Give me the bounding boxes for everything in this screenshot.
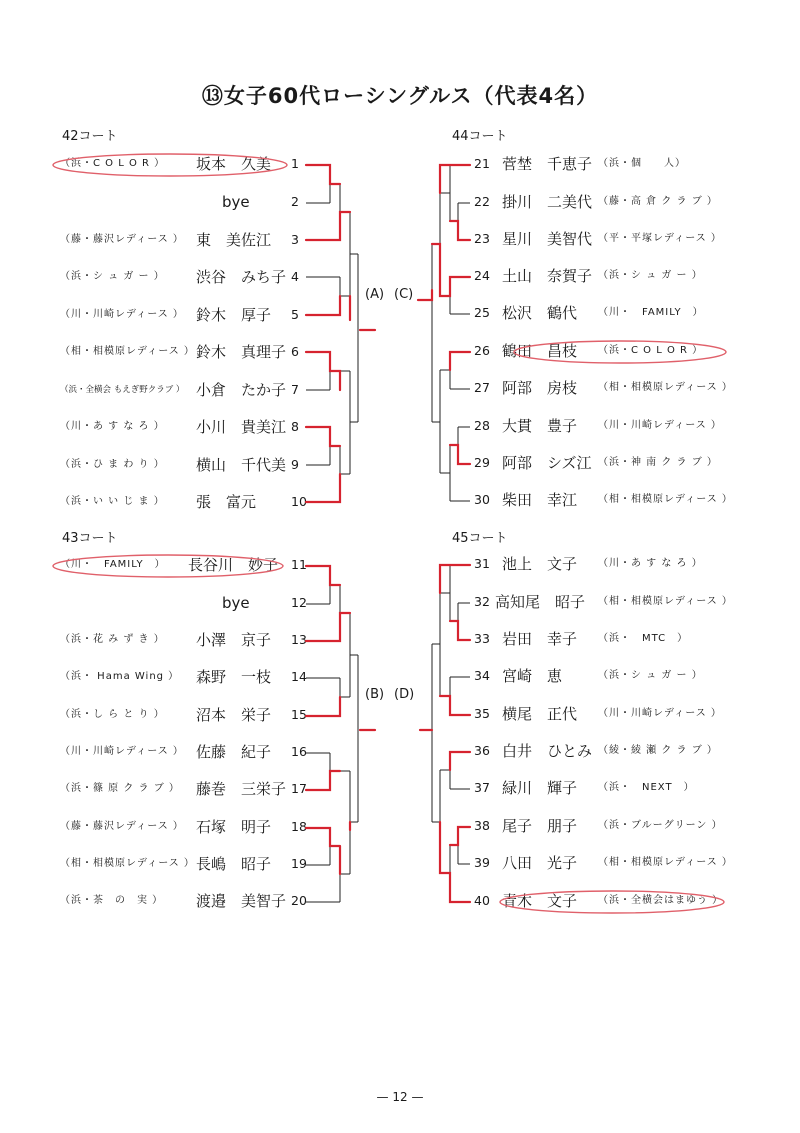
club-name: （川・川崎レディース ）	[60, 309, 184, 320]
club-name: （平・平塚レディース ）	[598, 233, 722, 244]
club-name: （浜・茶 の 実 ）	[60, 895, 164, 906]
player-name: 横山 千代美	[196, 456, 287, 474]
seed-number: 14	[291, 669, 307, 684]
court-label-43: 43コート	[62, 531, 118, 546]
club-name: （浜・シ ュ ガ ー ）	[60, 271, 165, 282]
player-name: 菅埜 千恵子	[502, 155, 593, 173]
group-label-a: (A)	[365, 287, 385, 302]
court-label-45: 45コート	[452, 531, 508, 546]
player-name: 掛川 二美代	[502, 193, 593, 211]
seed-number: 33	[474, 631, 490, 646]
court-label-42: 42コート	[62, 129, 118, 144]
player-name: 尾子 朋子	[502, 817, 578, 835]
player-name: 藤巻 三栄子	[196, 780, 287, 798]
seed-number: 20	[291, 893, 307, 908]
seed-number: 24	[474, 268, 490, 283]
seed-number: 32	[474, 594, 490, 609]
player-name: 横尾 正代	[502, 705, 578, 723]
club-name: （相・相模原レディース ）	[598, 382, 733, 393]
circle-mark	[500, 891, 724, 913]
player-name: 池上 文子	[502, 555, 578, 573]
seed-number: 8	[291, 419, 299, 434]
seed-number: 2	[291, 194, 299, 209]
club-name: （相・相模原レディース ）	[60, 858, 195, 869]
player-name: 長嶋 昭子	[196, 855, 272, 873]
player-name: 白井 ひとみ	[502, 742, 593, 760]
player-name: 緑川 輝子	[502, 779, 578, 797]
seed-number: 27	[474, 380, 490, 395]
player-name: 阿部 房枝	[502, 379, 578, 397]
player-name: 渡邉 美智子	[196, 892, 287, 910]
seed-number: 40	[474, 893, 490, 908]
seed-number: 7	[291, 382, 299, 397]
club-name: （川・あ す な ろ ）	[60, 421, 165, 432]
club-name: （浜・シ ュ ガ ー ）	[598, 670, 703, 681]
seed-number: 21	[474, 156, 490, 171]
player-name: 長谷川 妙子	[188, 556, 279, 574]
bracket-lines-right-top	[432, 165, 470, 501]
court-label-44: 44コート	[452, 129, 508, 144]
player-name: 小川 貴美江	[196, 418, 287, 436]
seed-number: 23	[474, 231, 490, 246]
bracket-lines-left-bottom	[306, 566, 358, 902]
club-name: （川・川崎レディース ）	[60, 746, 184, 757]
club-name: （藤・藤沢レディース ）	[60, 821, 184, 832]
group-label-c: (C)	[394, 287, 414, 302]
club-name: （浜・シ ュ ガ ー ）	[598, 270, 703, 281]
seed-number: 34	[474, 668, 490, 683]
seed-number: 15	[291, 707, 307, 722]
seed-number: 16	[291, 744, 307, 759]
seed-number: 29	[474, 455, 490, 470]
seed-number: 3	[291, 232, 299, 247]
seed-number: 25	[474, 305, 490, 320]
bracket-lines-right-bottom	[432, 565, 470, 902]
player-name: 宮崎 恵	[502, 667, 563, 685]
seed-number: 39	[474, 855, 490, 870]
player-name: 阿部 シズ江	[502, 454, 592, 472]
seed-number: 12	[291, 595, 307, 610]
seed-number: 10	[291, 494, 307, 509]
player-name: bye	[222, 594, 250, 612]
club-name: （浜・ブルーグリーン ）	[598, 820, 723, 831]
club-name: （浜・ NEXT ）	[598, 782, 695, 793]
player-name: 大貫 豊子	[502, 417, 578, 435]
club-name: （川・ FAMILY ）	[598, 307, 704, 318]
player-name: 松沢 鶴代	[502, 304, 578, 322]
club-name: （綾・綾 瀬 ク ラ ブ ）	[598, 745, 718, 756]
player-name: 柴田 幸江	[502, 491, 578, 509]
player-name: 小澤 京子	[196, 631, 272, 649]
club-name: （浜・ Hama Wing ）	[60, 671, 180, 682]
seed-number: 4	[291, 269, 299, 284]
club-name: （藤・高 倉 ク ラ ブ ）	[598, 196, 718, 207]
seed-number: 13	[291, 632, 307, 647]
circle-mark	[53, 555, 283, 577]
player-name: 土山 奈賀子	[502, 267, 593, 285]
player-name: 星川 美智代	[502, 230, 593, 248]
player-name: 東 美佐江	[196, 231, 272, 249]
club-name: （藤・藤沢レディース ）	[60, 234, 184, 245]
player-name: 森野 一枝	[196, 668, 272, 686]
club-name: （浜・C O L O R ）	[60, 158, 166, 169]
seed-number: 9	[291, 457, 299, 472]
player-name: 八田 光子	[502, 854, 578, 872]
player-name: 張 富元	[196, 493, 257, 511]
seed-number: 22	[474, 194, 490, 209]
seed-number: 1	[291, 156, 299, 171]
club-name: （川・ FAMILY ）	[60, 559, 166, 570]
club-name: （浜・花 み ず き ）	[60, 634, 165, 645]
club-name: （相・相模原レディース ）	[598, 494, 733, 505]
club-name: （川・川崎レディース ）	[598, 420, 722, 431]
bracket-lines-left-top	[306, 165, 358, 502]
club-name: （川・川崎レディース ）	[598, 708, 722, 719]
club-name: （浜・い い じ ま ）	[60, 496, 165, 507]
player-name: 沼本 栄子	[196, 706, 272, 724]
club-name: （相・相模原レディース ）	[598, 596, 733, 607]
seed-number: 36	[474, 743, 490, 758]
player-name: 坂本 久美	[196, 155, 272, 173]
circle-mark	[514, 341, 726, 363]
seed-number: 5	[291, 307, 299, 322]
player-name: 石塚 明子	[196, 818, 272, 836]
club-name: （浜・神 南 ク ラ ブ ）	[598, 457, 718, 468]
club-name: （浜・個 人）	[598, 158, 686, 169]
seed-number: 19	[291, 856, 307, 871]
club-name: （浜・篠 原 ク ラ ブ ）	[60, 783, 180, 794]
player-name: 小倉 たか子	[196, 381, 287, 399]
player-name: 佐藤 紀子	[196, 743, 272, 761]
seed-number: 37	[474, 780, 490, 795]
seed-number: 35	[474, 706, 490, 721]
group-label-b: (B)	[365, 687, 385, 702]
player-name: 渋谷 みち子	[196, 268, 287, 286]
club-name: （相・相模原レディース ）	[598, 857, 733, 868]
winner-highlights	[306, 165, 470, 902]
seed-number: 31	[474, 556, 490, 571]
circle-mark	[53, 154, 287, 176]
seed-number: 11	[291, 557, 307, 572]
circled-entries	[53, 154, 726, 913]
club-name: （浜・し ら と り ）	[60, 709, 165, 720]
player-name: 鶴田 昌枝	[502, 342, 578, 360]
seed-number: 17	[291, 781, 307, 796]
player-name: 岩田 幸子	[502, 630, 578, 648]
player-name: 鈴木 真理子	[196, 343, 287, 361]
player-name: 鈴木 厚子	[196, 306, 272, 324]
club-name: （相・相模原レディース ）	[60, 346, 195, 357]
seed-number: 28	[474, 418, 490, 433]
club-name: （川・あ す な ろ ）	[598, 558, 703, 569]
player-name: 青木 文子	[502, 892, 578, 910]
page-title: ⑬女子60代ローシングルス（代表4名）	[201, 84, 599, 108]
club-name: （浜・ MTC ）	[598, 633, 689, 644]
club-name: （浜・全横会はまゆう ）	[598, 895, 724, 906]
club-name: （浜・C O L O R ）	[598, 345, 704, 356]
seed-number: 30	[474, 492, 490, 507]
group-label-d: (D)	[394, 687, 415, 702]
club-name: （浜・ひ ま わ り ）	[60, 459, 165, 470]
seed-number: 6	[291, 344, 299, 359]
player-name: bye	[222, 193, 250, 211]
player-name: 高知尾 昭子	[495, 593, 586, 611]
page-number: — 12 —	[376, 1090, 424, 1104]
seed-number: 38	[474, 818, 490, 833]
club-name: （浜・全横会 もえぎ野クラブ ）	[60, 385, 185, 395]
seed-number: 26	[474, 343, 490, 358]
seed-number: 18	[291, 819, 307, 834]
